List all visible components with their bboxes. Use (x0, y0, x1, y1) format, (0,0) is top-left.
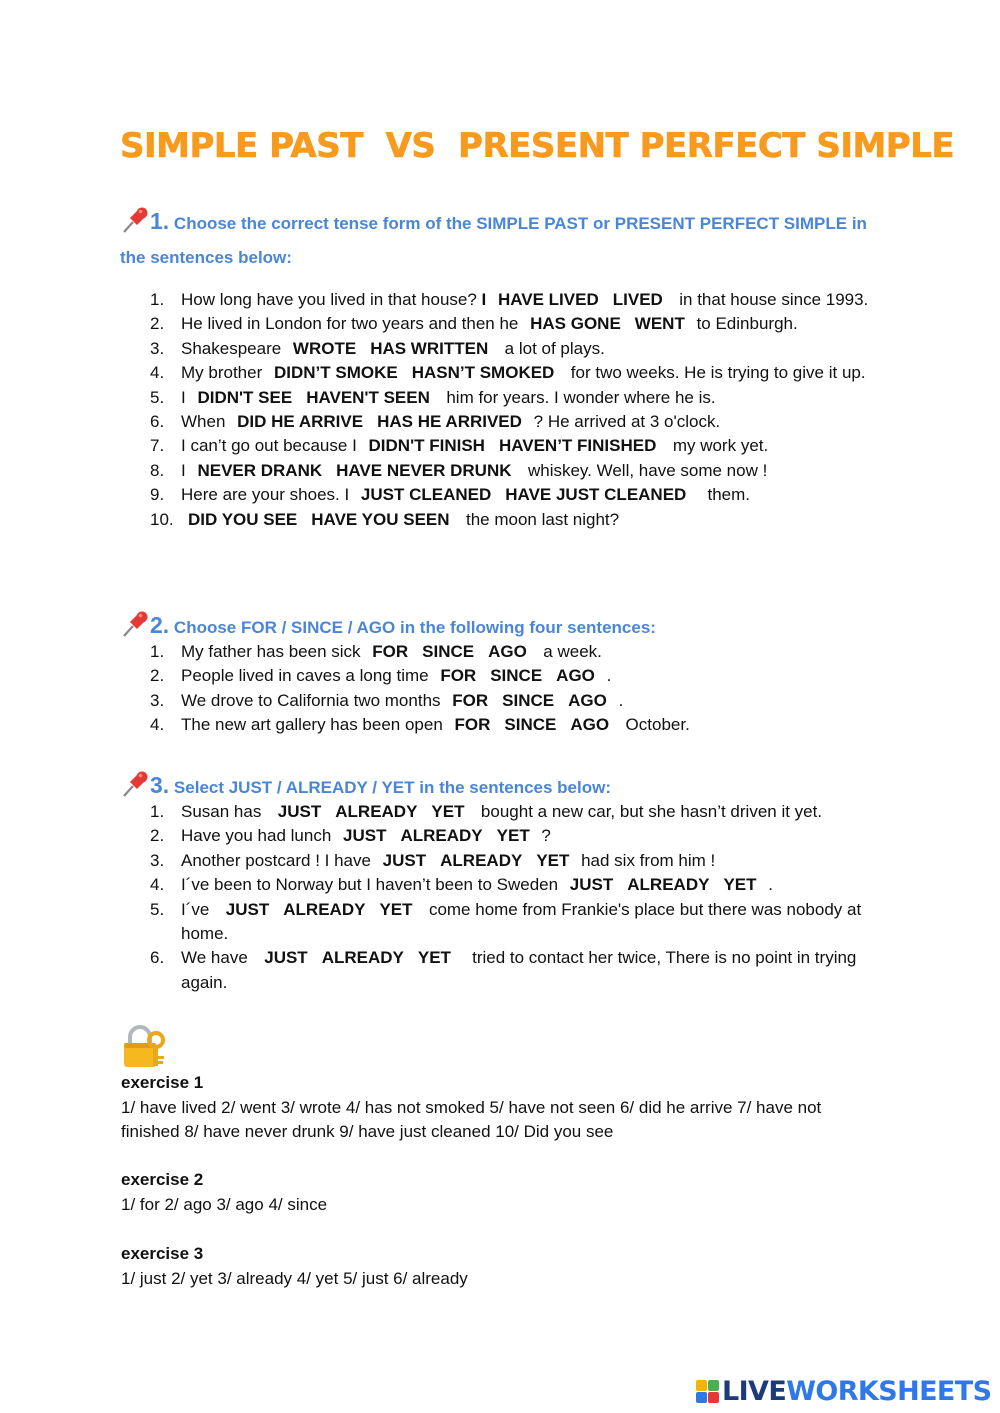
item-number: 4. (150, 363, 165, 383)
list-item (150, 483, 890, 507)
answer-option[interactable]: JUST (225, 899, 270, 919)
list-item (150, 434, 890, 458)
answer-option[interactable]: ALREADY (335, 802, 418, 821)
item-number: 4. (150, 875, 165, 895)
sentence-text: I can’t go out because I (181, 436, 362, 456)
sentence-text: I´ve (181, 899, 219, 919)
answer-option[interactable]: SINCE (490, 666, 543, 686)
item-text (181, 824, 890, 848)
item-number: 5. (150, 387, 165, 407)
list-item (150, 508, 890, 532)
item-number: 7. (150, 436, 165, 456)
page-title: SIMPLE PAST VS PRESENT PERFECT SIMPLE (120, 126, 955, 166)
sentence-text: . (613, 690, 624, 710)
answer-option[interactable]: JUST (277, 802, 322, 821)
item-text (181, 288, 890, 312)
answer-option[interactable]: YET (536, 850, 570, 870)
sentence-text: . (601, 666, 612, 686)
pushpin-icon (120, 769, 150, 808)
list-item (150, 713, 890, 737)
answer-option[interactable]: JUST CLEANED (360, 485, 492, 505)
list-item (150, 824, 890, 848)
answer-option[interactable]: HAS WRITTEN (370, 338, 489, 358)
item-number: 3. (150, 338, 165, 358)
list-item (150, 410, 890, 434)
answer-option[interactable]: YET (496, 826, 530, 846)
sentence-text: Have you had lunch (181, 826, 336, 846)
answer-option[interactable]: NEVER DRANK (197, 460, 323, 480)
list-item (150, 640, 890, 664)
item-text (181, 640, 890, 664)
item-text (181, 312, 890, 336)
item-text (181, 898, 890, 947)
item-number: 2. (150, 826, 165, 846)
answer-option[interactable]: ALREADY (440, 850, 523, 870)
item-text (181, 873, 890, 897)
list-item (150, 386, 890, 410)
answer-option[interactable]: DIDN'T SEE (197, 387, 293, 407)
pushpin-icon (120, 609, 150, 648)
item-text (181, 459, 890, 483)
sentence-text: October. (616, 715, 690, 735)
item-number: 2. (150, 314, 165, 334)
answer-option[interactable]: HAS GONE (530, 314, 621, 334)
sentence-text: Shakespeare (181, 338, 286, 358)
exercise-1-list (150, 288, 890, 532)
sentence-text: to Edinburgh. (691, 314, 798, 334)
answer-key-exercise-2: exercise 2 1/ for 2/ ago 3/ ago 4/ since (121, 1170, 328, 1214)
sentence-text: a lot of plays. (495, 338, 605, 358)
answer-option[interactable]: DIDN'T FINISH (368, 436, 485, 456)
section-3-heading: 3. Select JUST / ALREADY / YET in the sentences below: (120, 769, 611, 808)
answer-option[interactable]: DIDN’T SMOKE (273, 363, 398, 383)
sentence-text: for two weeks. He is trying to give it up. (561, 363, 866, 383)
sentence-text: I (181, 460, 191, 480)
answer-option[interactable]: HAVE NEVER DRUNK (336, 460, 512, 480)
answer-option[interactable]: JUST (343, 826, 387, 846)
answer-option[interactable]: HAS HE ARRIVED (377, 412, 522, 432)
liveworksheets-logo[interactable]: LIVE WORKSHEETS (696, 1376, 991, 1407)
section-1-heading: 1. Choose the correct tense form of the SIMPLE PAST or PRESENT PERFECT SIMPLE in the sentences below: (120, 205, 880, 272)
pushpin-icon (120, 205, 150, 244)
sentence-text: them. (693, 485, 751, 505)
item-text (181, 946, 890, 995)
item-text (181, 386, 890, 410)
sentence-text: Another postcard ! I have (181, 850, 376, 870)
item-number: 4. (150, 715, 165, 735)
sentence-text: in that house since 1993. (669, 290, 869, 309)
item-text (181, 849, 890, 873)
sentence-text: I (181, 387, 191, 407)
answer-option[interactable]: AGO (556, 666, 595, 686)
answer-option[interactable]: WENT (634, 314, 685, 334)
exercise-3-list (150, 800, 890, 995)
item-text (181, 508, 890, 532)
item-text (181, 337, 890, 361)
answer-option[interactable]: HAVEN’T FINISHED (498, 436, 657, 456)
item-number: 1. (150, 642, 165, 661)
item-number: 10. (150, 509, 174, 529)
answer-option[interactable]: JUST (382, 850, 427, 870)
sentence-text: a week. (533, 642, 602, 661)
answer-option[interactable]: SINCE (422, 642, 475, 661)
list-item (150, 800, 890, 824)
answer-option[interactable]: HAVE YOU SEEN (311, 509, 450, 529)
lock-with-key-icon (120, 1022, 168, 1070)
sentence-text: I´ve been to Norway but I haven’t been to Sweden (181, 875, 563, 895)
answer-option[interactable]: AGO (570, 715, 610, 735)
answer-option[interactable]: SINCE (504, 715, 557, 735)
sentence-text: had six from him ! (576, 850, 716, 870)
answer-option[interactable]: SINCE (502, 690, 555, 710)
item-text (181, 689, 890, 713)
sentence-text: tried to contact her twice, There is no point in trying again. (181, 948, 862, 992)
section-2-heading: 2. Choose FOR / SINCE / AGO in the following four sentences: (120, 609, 656, 648)
list-item (150, 288, 890, 312)
sentence-text: Susan has (181, 802, 271, 821)
sentence-text: Here are your shoes. I (181, 485, 354, 505)
answer-option[interactable]: ALREADY (627, 875, 710, 895)
sentence-text: People lived in caves a long time (181, 666, 434, 686)
item-number: 6. (150, 412, 165, 432)
sentence-text: my work yet. (663, 436, 769, 456)
item-text (181, 483, 890, 507)
list-item (150, 849, 890, 873)
item-text (181, 434, 890, 458)
answer-option[interactable]: FOR (452, 690, 489, 710)
item-number: 1. (150, 802, 165, 821)
answer-option[interactable]: ALREADY (400, 826, 483, 846)
answer-option[interactable]: DID YOU SEE (188, 509, 298, 529)
answer-key-exercise-1: exercise 1 1/ have lived 2/ went 3/ wrote 4/ has not smoked 5/ have not seen 6/ did he arrive 7/ have not finished 8/ have never drunk 9/ have just cleaned 10/ Did you see (121, 1073, 822, 1141)
list-item (150, 873, 890, 897)
item-number: 6. (150, 948, 165, 968)
sentence-text: whiskey. Well, have some now ! (518, 460, 768, 480)
answer-option[interactable]: ALREADY (321, 948, 404, 968)
answer-key-exercise-3: exercise 3 1/ just 2/ yet 3/ already 4/ yet 5/ just 6/ already (121, 1244, 468, 1288)
sentence-text: We drove to California two months (181, 690, 446, 710)
sentence-text: My brother (181, 363, 267, 383)
answer-option[interactable]: HAVEN'T SEEN (306, 387, 430, 407)
sentence-text: The new art gallery has been open (181, 715, 448, 735)
item-number: 1. (150, 290, 165, 309)
answer-option[interactable]: HAVE LIVED (497, 290, 599, 309)
item-text (181, 361, 890, 385)
list-item (150, 337, 890, 361)
answer-option[interactable]: YET (431, 802, 465, 821)
answer-option[interactable]: LIVED (612, 290, 663, 309)
answer-option[interactable]: FOR (440, 666, 477, 686)
answer-option[interactable]: YET (417, 948, 451, 968)
item-text (181, 800, 890, 824)
sentence-text: ? He arrived at 3 o'clock. (528, 412, 721, 432)
answer-option[interactable]: YET (379, 899, 413, 919)
sentence-text: him for years. I wonder where he is. (436, 387, 716, 407)
answer-option[interactable]: JUST (569, 875, 614, 895)
list-item (150, 689, 890, 713)
answer-option[interactable]: HAVE JUST CLEANED (505, 485, 687, 505)
bold-text: I (481, 290, 491, 309)
item-text (181, 410, 890, 434)
answer-option[interactable]: HASN’T SMOKED (411, 363, 555, 383)
answer-option[interactable]: WROTE (292, 338, 357, 358)
item-number: 3. (150, 850, 165, 870)
list-item (150, 361, 890, 385)
list-item (150, 312, 890, 336)
item-number: 5. (150, 899, 165, 919)
exercise-2-list (150, 640, 890, 738)
sentence-text: My father has been sick (181, 642, 366, 661)
item-number: 8. (150, 460, 165, 480)
item-number: 3. (150, 690, 165, 710)
list-item (150, 664, 890, 688)
answer-option[interactable]: AGO (568, 690, 607, 710)
sentence-text: . (763, 875, 773, 895)
sentence-text: We have (181, 948, 258, 968)
sentence-text: How long have you lived in that house? (181, 290, 482, 309)
answer-option[interactable]: JUST (264, 948, 308, 968)
answer-option[interactable]: FOR (372, 642, 409, 661)
sentence-text: When (181, 412, 231, 432)
sentence-text: He lived in London for two years and then he (181, 314, 524, 334)
list-item (150, 459, 890, 483)
answer-option[interactable]: YET (723, 875, 757, 895)
item-number: 9. (150, 485, 165, 505)
item-text (181, 664, 890, 688)
list-item (150, 946, 890, 995)
sentence-text: bought a new car, but she hasn’t driven it yet. (471, 802, 823, 821)
sentence-text: the moon last night? (456, 509, 620, 529)
answer-option[interactable]: ALREADY (283, 899, 366, 919)
answer-option[interactable]: DID HE ARRIVE (237, 412, 364, 432)
sentence-text: come home from Frankie's place but there was nobody at home. (181, 899, 866, 944)
answer-option[interactable]: AGO (488, 642, 527, 661)
liveworksheets-logo-icon (696, 1380, 719, 1403)
item-text (181, 713, 890, 737)
item-number: 2. (150, 666, 165, 686)
list-item (150, 898, 890, 947)
sentence-text: ? (536, 826, 551, 846)
answer-option[interactable]: FOR (454, 715, 491, 735)
